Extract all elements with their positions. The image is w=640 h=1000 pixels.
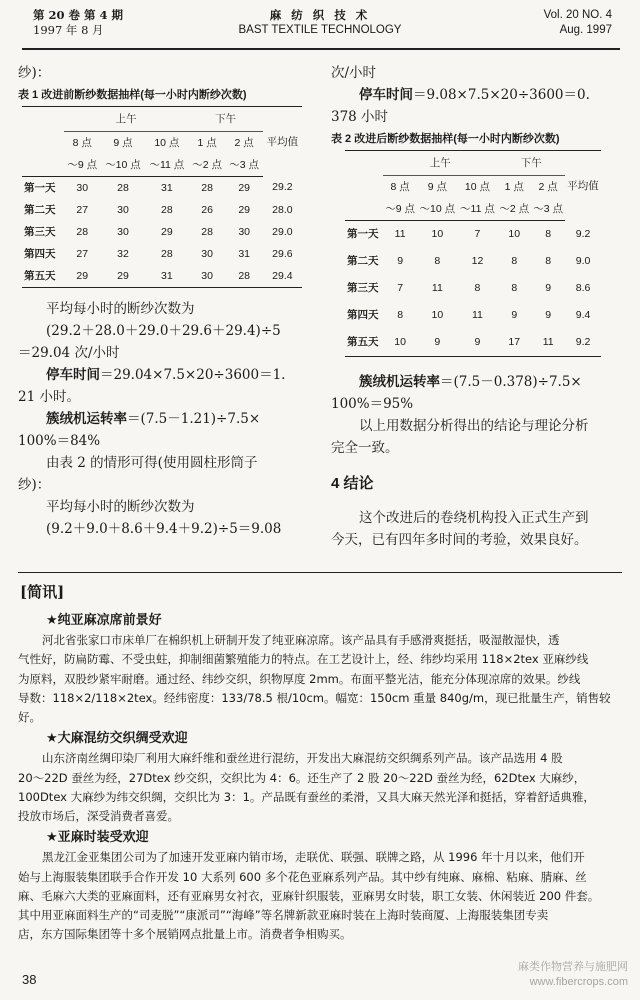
table-cell: 30 [117,203,129,216]
right-body-top [331,62,621,128]
news-line: 始与上海服装集团联手合作开发 10 大系列 600 多个花色亚麻系列产品。其中纱有纯麻、麻棉、粘麻、腈麻、丝 [18,869,587,884]
table-cell: 9 [545,309,552,321]
text-line: 这个改进后的卷绕机构投入正式生产到 [359,509,589,526]
table-cell: 28 [201,181,213,194]
table-cell: 28 [226,265,263,288]
news-line: 店，东方国际集团等十多个展销网点批量上市。消费者争相购买。 [18,927,352,942]
right-column [331,62,621,551]
watermark [518,960,628,990]
table-corner [345,198,383,221]
news-line: 导数：118×2/118×2tex。经纬密度：133/78.5 根/10cm。幅宽：150cm 重量 840g/m，现已批量生产，销售较 [18,690,611,705]
text-line: (29.2＋28.0＋29.0＋29.6＋29.4)÷5 [46,322,281,339]
col-from: 8 点 [72,136,92,149]
table-cell: 9 [417,329,458,357]
news-item-title: ★亚麻时装受欢迎 [46,830,149,846]
term-label: 停车时间 [46,366,100,383]
row-label: 第四天 [347,309,379,321]
news-line: 100Dtex 大麻纱为纬交织绸，交织比为 3：1。产品既有蚕丝的柔滑，又具大麻天然光泽和挺括，穿着舒适典雅， [18,789,595,804]
table-cell: 31 [238,247,251,260]
watermark-line2: www.fibercrops.com [529,976,628,988]
col-to: ～10 点 [101,154,145,177]
issue-date-en: Aug. 1997 [559,24,612,36]
table-cell: 9.2 [575,227,591,240]
right-body-bottom [331,371,621,459]
col-from: 2 点 [234,136,254,149]
news-tag: [简讯] [20,583,65,601]
row-label: 第五天 [22,265,64,288]
col-from: 10 点 [464,180,491,193]
journal-title-en: BAST TEXTILE TECHNOLOGY [238,24,402,36]
group-am: 上午 [383,151,497,176]
text-line: (9.2＋9.0＋8.6＋9.4＋9.2)÷5＝9.08 [46,520,282,537]
news-line: 河北省张家口市床单厂在棉织机上研制开发了纯亚麻凉席。该产品具有手感滑爽挺括，吸湿散湿快，透 [42,633,560,648]
text-line: 今天，已有四年多时间的考验，效果良好。 [331,531,588,548]
news-line: 黑龙江金亚集团公司为了加速开发亚麻内销市场，走联优、联强、联牌之路，从 1996 年十月以来，他们开 [42,850,585,865]
text-line: 平均每小时的断纱次数为 [46,498,195,515]
table-row [345,329,601,357]
table-cell: 29.0 [272,225,293,238]
news-line: 为原料，双股纱紧牢耐磨。通过经、纬纱交织，织物厚度 2mm。布面平整光洁，能充分体现凉席的效果。纱线 [18,671,581,686]
row-label: 第三天 [24,225,56,238]
table-cell: 30 [189,265,226,288]
table-cell: 9 [545,282,552,294]
col-to: ～9 点 [64,154,101,177]
col-to: ～3 点 [531,198,565,221]
table-cell: 7 [397,282,404,294]
table-row [22,265,302,288]
table-cell: 11 [431,282,443,294]
intro-text: 纱)： [18,65,51,81]
text-line: 378 小时 [331,109,389,125]
table-cell: 32 [117,247,129,260]
table-cell: 30 [238,225,251,238]
table-cell: 10 [383,329,417,357]
row-label: 第二天 [347,255,379,267]
text-line: 停车时间＝9.08×7.5×20÷3600＝0. [359,87,590,103]
table-cell: 29.4 [263,265,302,288]
col-to: ～3 点 [226,154,263,177]
table-row [345,248,601,275]
row-label: 第五天 [345,329,383,357]
table-cell: 8 [511,255,518,267]
table-cell: 11 [394,228,406,240]
table-cell: 27 [76,247,89,260]
table-cell: 28 [161,203,173,216]
table-cell: 29 [161,225,173,238]
table-cell: 28.0 [272,203,293,216]
table-row [345,220,601,248]
row-label: 第一天 [24,181,56,194]
section-heading: 4 结论 [331,474,374,492]
text-line: 以上用数据分析得出的结论与理论分析 [359,417,589,434]
table-cell: 7 [474,228,481,240]
news-line: 山东济南丝绸印染厂利用大麻纤维和蚕丝进行混纺，开发出大麻混纺交织绸系列产品。该产品选用 4 股 [42,751,563,766]
table1-caption: 表 1 改进前断纱数据抽样(每一小时内断纱次数) [18,89,247,101]
table-cell: 11 [531,329,565,357]
news-item-title: ★大麻混纺交织绸受欢迎 [46,731,188,747]
table-row [22,199,302,221]
table-cell: 28 [201,225,213,238]
table-cell: 17 [497,329,531,357]
col-to: ～2 点 [497,198,531,221]
table-cell: 10 [431,309,444,321]
group-am: 上午 [64,107,189,132]
table-cell: 9.4 [575,309,591,321]
text-line: 停车时间＝29.04×7.5×20÷3600＝1. [46,366,286,383]
table-cell: 11 [472,309,483,321]
table-cell: 28 [76,225,89,238]
table2 [345,150,601,357]
table-row [345,302,601,329]
text-line: 簇绒机运转率＝(7.5－1.21)÷7.5× [46,410,261,427]
table-row [22,221,302,243]
table-cell: 29.2 [272,181,293,194]
table-cell: 30 [201,247,213,260]
table-cell: 12 [471,255,484,267]
page-number: 38 [22,972,37,987]
table-cell: 27 [76,203,89,216]
table-cell: 8 [511,282,518,294]
text-line: 纱)： [18,476,51,493]
table-cell: 9.2 [565,329,601,357]
news-line: 其中用亚麻面料生产的“司麦脱”“康派司”“海峰”等名牌新款亚麻时装在上海时装商厦、上海服装集团专卖 [18,908,549,923]
text-line: ＝29.04 次/小时 [18,344,120,361]
table-cell: 26 [201,203,213,216]
table-cell: 29 [64,265,101,288]
table-cell: 8 [545,255,552,267]
table-cell: 10 [431,228,444,240]
table-cell: 8 [474,282,481,294]
table-row [22,243,302,265]
col-to: ～10 点 [417,198,458,221]
col-to: ～11 点 [145,154,188,177]
text-line: 簇绒机运转率＝(7.5－0.378)÷7.5× [359,373,582,390]
table-cell: 31 [161,181,173,194]
table-corner [345,151,383,176]
table2-caption: 表 2 改进后断纱数据抽样(每一小时内断纱次数) [331,133,560,145]
journal-header [0,8,640,48]
table-cell: 28 [117,181,129,194]
table-cell: 29 [238,203,251,216]
watermark-line1: 麻类作物营养与施肥网 [518,961,628,973]
table-cell: 9 [397,255,404,267]
header-rule [22,48,620,50]
news-line: 20～22D 蚕丝为经，27Dtex 纱交织，交织比为 4：6。还生产了 2 股 20～22D 蚕丝为经，62Dtex 大麻纱， [18,770,586,785]
col-from: 1 点 [197,136,217,149]
table-cell: 8 [397,309,404,321]
left-column [18,62,308,540]
table-row [22,176,302,199]
table-cell: 8 [545,228,552,240]
journal-title-cn: 麻 纺 织 技 术 [269,8,371,22]
news-line: 麻、毛麻六大类的亚麻面料，还有亚麻男女衬衣，亚麻针织服装，亚麻男女时装，职工女装、休闲装近 200 件套。 [18,888,600,903]
table1 [22,106,302,288]
term-label: 簇绒机运转率 [359,373,440,390]
table-cell: 31 [145,265,188,288]
news-line: 投放市场后，深受消费者喜爱。 [18,809,179,824]
table-corner [345,175,383,198]
text-line: 次/小时 [331,65,377,81]
text-line: 100%＝84% [18,432,101,449]
table-cell: 30 [117,225,129,238]
table-cell: 29 [101,265,145,288]
news-line: 气性好，防扁防霉、不受虫蛀，抑制细菌繁殖能力的特点。在工艺设计上，经、纬纱均采用 118×2tex 亚麻纱线 [18,652,589,667]
left-body [18,298,308,540]
news-brief [18,572,622,942]
col-from: 8 点 [390,180,410,193]
table-cell: 8 [434,255,441,267]
row-label: 第三天 [347,282,379,294]
text-line: 平均每小时的断纱次数为 [46,300,195,317]
text-line: 21 小时。 [18,388,80,405]
row-label: 第二天 [24,203,56,216]
row-label: 第四天 [24,247,56,260]
col-from: 10 点 [154,136,180,149]
news-item-title: ★纯亚麻凉席前景好 [46,613,162,628]
volume-issue: 第 20 卷 第 4 期 [33,8,124,22]
term-label: 簇绒机运转率 [46,410,127,427]
col-from: 9 点 [427,180,447,193]
col-to: ～9 点 [383,198,417,221]
table-corner [22,131,64,154]
conclusion-text [331,507,621,551]
text-line: 由表 2 的情形可得(使用圆柱形筒子 [46,454,258,471]
news-line: 好。 [18,710,41,725]
volume-issue-en: Vol. 20 NO. 4 [543,9,612,21]
col-to: ～11 点 [458,198,498,221]
table-row [345,275,601,302]
col-from: 9 点 [113,136,133,149]
table-cell: 29.6 [272,247,293,260]
table-cell: 30 [76,181,89,194]
group-pm: 下午 [497,151,565,176]
table-cell: 9 [458,329,498,357]
row-label: 第一天 [347,228,379,240]
col-average: 平均值 [263,107,302,177]
term-label: 停车时间 [359,87,413,103]
table-cell: 8.6 [575,282,591,294]
col-to: ～2 点 [189,154,226,177]
table-cell: 28 [161,247,173,260]
text-line: 完全一致。 [331,439,399,456]
table-cell: 29 [238,181,251,194]
table-cell: 9.0 [575,255,591,267]
issue-date: 1997 年 8 月 [33,23,104,37]
text-line: 100%＝95% [331,395,414,412]
table-cell: 9 [511,309,518,321]
col-from: 2 点 [538,180,558,193]
table-cell: 10 [508,228,521,240]
group-pm: 下午 [189,107,263,132]
table-corner [22,154,64,177]
table-corner [22,107,64,132]
col-average: 平均值 [565,151,601,221]
col-from: 1 点 [504,180,524,193]
news-body [18,609,622,944]
